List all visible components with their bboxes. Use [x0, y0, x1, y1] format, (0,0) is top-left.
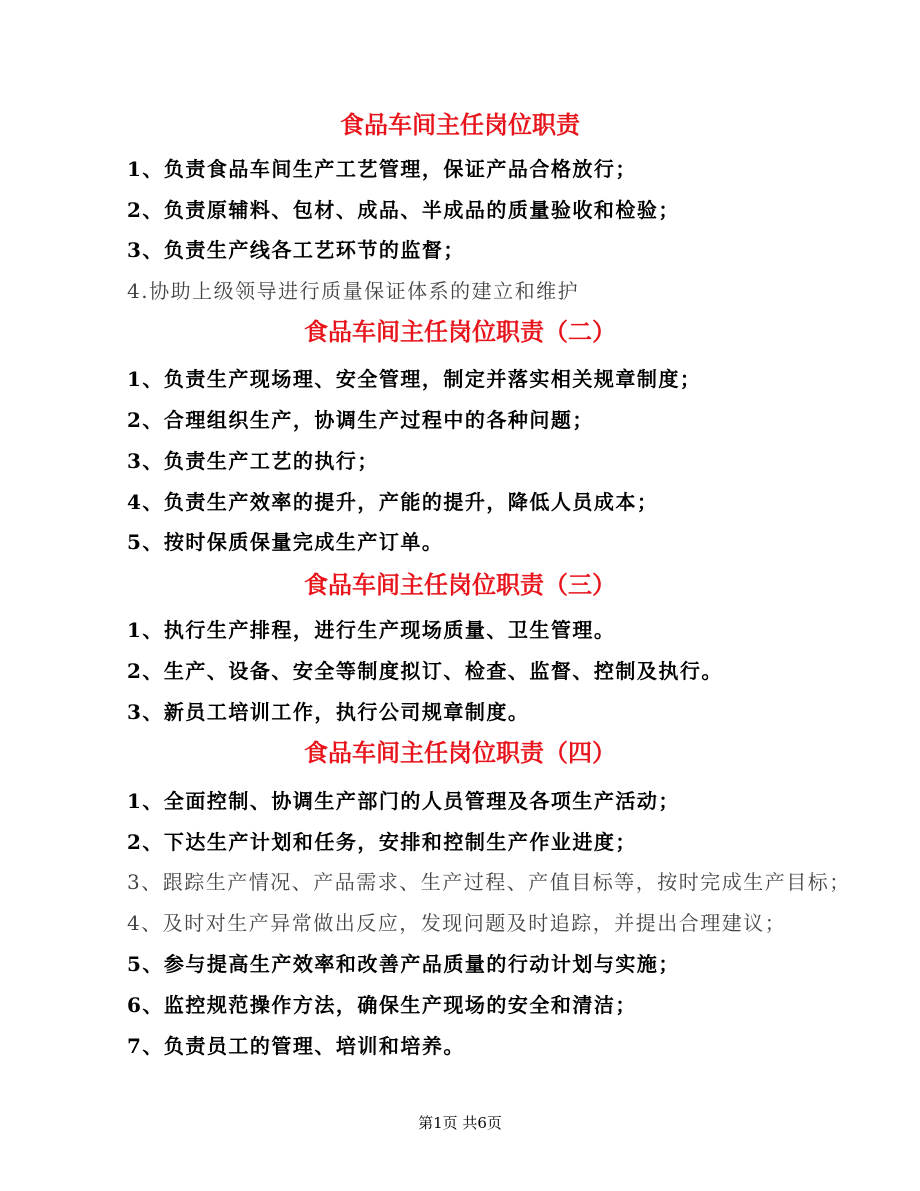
- section-2-item-5: 5、按时保质保量完成生产订单。: [127, 530, 444, 554]
- section-3-item-1: 1、执行生产排程，进行生产现场质量、卫生管理。: [127, 618, 616, 642]
- section-1-item-2: 2、负责原辅料、包材、成品、半成品的质量验收和检验；: [127, 198, 680, 222]
- section-2-item-3: 3、负责生产工艺的执行；: [127, 449, 379, 473]
- section-4-item-4: 4、及时对生产异常做出反应，发现问题及时追踪，并提出合理建议；: [127, 911, 787, 935]
- section-title-1: 食品车间主任岗位职责: [340, 110, 580, 139]
- section-4-item-7: 7、负责员工的管理、培训和培养。: [127, 1034, 465, 1058]
- section-1-item-1: 1、负责食品车间生产工艺管理，保证产品合格放行；: [127, 157, 637, 181]
- section-1-item-4: 4.协助上级领导进行质量保证体系的建立和维护: [127, 279, 580, 303]
- section-4-item-3: 3、跟踪生产情况、产品需求、生产过程、产值目标等，按时完成生产目标；: [127, 870, 851, 894]
- section-4-item-6: 6、监控规范操作方法，确保生产现场的安全和清洁；: [127, 993, 637, 1017]
- section-2-item-1: 1、负责生产现场理、安全管理，制定并落实相关规章制度；: [127, 367, 702, 391]
- section-2-item-2: 2、合理组织生产，协调生产过程中的各种问题；: [127, 408, 594, 432]
- section-1-item-3: 3、负责生产线各工艺环节的监督；: [127, 238, 465, 262]
- section-title-3: 食品车间主任岗位职责（三）: [304, 570, 616, 599]
- section-title-2: 食品车间主任岗位职责（二）: [304, 317, 616, 346]
- section-3-item-2: 2、生产、设备、安全等制度拟订、检查、监督、控制及执行。: [127, 659, 723, 683]
- section-title-4: 食品车间主任岗位职责（四）: [304, 738, 616, 767]
- section-2-item-4: 4、负责生产效率的提升，产能的提升，降低人员成本；: [127, 490, 659, 514]
- section-3-item-3: 3、新员工培训工作，执行公司规章制度。: [127, 700, 530, 724]
- page-indicator: 第1页 共6页: [418, 1114, 502, 1132]
- section-4-item-5: 5、参与提高生产效率和改善产品质量的行动计划与实施；: [127, 952, 680, 976]
- section-4-item-2: 2、下达生产计划和任务，安排和控制生产作业进度；: [127, 830, 637, 854]
- section-4-item-1: 1、全面控制、协调生产部门的人员管理及各项生产活动；: [127, 789, 680, 813]
